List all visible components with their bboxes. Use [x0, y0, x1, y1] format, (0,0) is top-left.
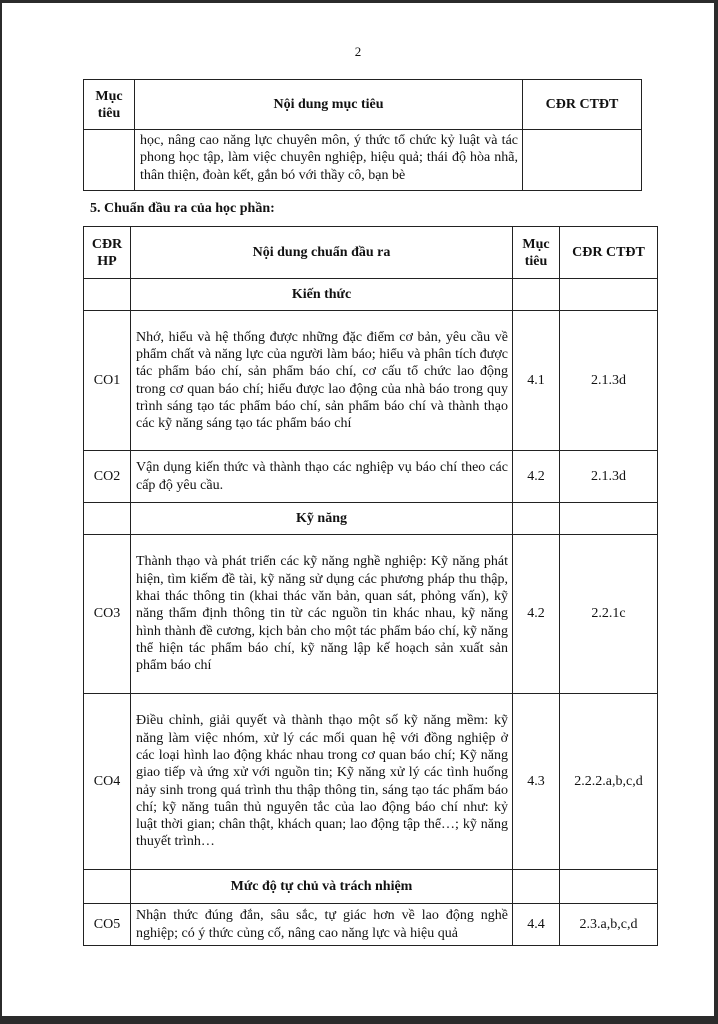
outcome-objective: 4.1 — [513, 311, 560, 451]
group-title-muc-do-tu-chu: Mức độ tự chủ và trách nhiệm — [131, 870, 513, 904]
table-row — [84, 451, 658, 503]
outcome-objective: 4.4 — [513, 904, 560, 946]
objective-content: học, nâng cao năng lực chuyên môn, ý thức tổ chức kỷ luật và tác phong học tập, làm việc chuyên nghiệp, hiệu quả; thái độ hòa nhã, thân thiện, đoàn kết, gắn bó với thầy cô, bạn bè — [135, 130, 523, 191]
header-noi-dung-chuan-dau-ra: Nội dung chuẩn đầu ra — [131, 227, 513, 279]
outcome-program: 2.2.2.a,b,c,d — [560, 694, 658, 870]
outcome-program: 2.1.3d — [560, 451, 658, 503]
header-noi-dung-muc-tieu: Nội dung mục tiêu — [135, 80, 523, 130]
outcome-code: CO3 — [84, 535, 131, 694]
outcome-program: 2.1.3d — [560, 311, 658, 451]
header-muc-tieu: Mục tiêu — [84, 80, 135, 130]
outcome-code: CO1 — [84, 311, 131, 451]
document-page — [2, 0, 714, 1016]
header-cdr-ctdt: CĐR CTĐT — [560, 227, 658, 279]
outcome-content: Vận dụng kiến thức và thành thạo các nghiệp vụ báo chí theo các cấp độ yêu cầu. — [131, 451, 513, 503]
objectives-table — [83, 79, 642, 191]
table-row — [84, 311, 658, 451]
table-row — [84, 535, 658, 694]
objective-program-cell — [523, 130, 642, 191]
outcome-objective: 4.3 — [513, 694, 560, 870]
outcomes-table — [83, 226, 658, 946]
outcome-content: Nhận thức đúng đắn, sâu sắc, tự giác hơn về lao động nghề nghiệp; có ý thức củng cố, nâng cao năng lực và hiệu quả — [131, 904, 513, 946]
outcome-program: 2.2.1c — [560, 535, 658, 694]
outcome-content: Điều chỉnh, giải quyết và thành thạo một số kỹ năng mềm: kỹ năng làm việc nhóm, xử lý các mối quan hệ với đồng nghiệp ở các loại hình lao động khác nhau trong cơ quan báo chí; Kỹ năng giao tiếp và ứng xử với nguồn tin; Kỹ năng xử lý các tình huống nảy sinh trong quá trình thu thập thông tin, sáng tạo tác phẩm báo chí; kỹ năng tuân thủ nguyên tắc của lao động báo chí như: kỷ luật thời gian; chân thật, khách quan; lao động tập thể…; kỹ năng thuyết trình… — [131, 694, 513, 870]
page-number: 2 — [354, 44, 362, 59]
outcome-objective: 4.2 — [513, 535, 560, 694]
outcome-code: CO2 — [84, 451, 131, 503]
objective-code-cell — [84, 130, 135, 191]
header-cdr-hp: CĐR HP — [84, 227, 131, 279]
outcome-program: 2.3.a,b,c,d — [560, 904, 658, 946]
table-row — [84, 694, 658, 870]
screen-top-edge — [0, 0, 718, 3]
outcome-content: Nhớ, hiểu và hệ thống được những đặc điểm cơ bản, yêu cầu về phẩm chất và năng lực của người làm báo; hiểu và phân tích được tác phẩm báo chí, sản phẩm báo chí, cơ cấu tổ chức lao động trong cơ quan báo chí; hiểu được lao động của nhà báo trong quy trình sáng tạo tác phẩm báo chí, sản phẩm báo chí và thành thạo các kỹ năng sáng tạo tác phẩm báo chí — [131, 311, 513, 451]
group-title-kien-thuc: Kiến thức — [131, 279, 513, 311]
outcome-code: CO5 — [84, 904, 131, 946]
outcome-code: CO4 — [84, 694, 131, 870]
group-title-ky-nang: Kỹ năng — [131, 503, 513, 535]
header-muc-tieu: Mục tiêu — [513, 227, 560, 279]
header-cdr-ctdt: CĐR CTĐT — [523, 80, 642, 130]
section-title: 5. Chuẩn đầu ra của học phần: — [90, 201, 275, 216]
outcome-content: Thành thạo và phát triển các kỹ năng nghề nghiệp: Kỹ năng phát hiện, tìm kiếm đề tài, kỹ năng sử dụng các phương pháp thu thập, khai thác thông tin (khai thác văn bản, quan sát, phỏng vấn), kỹ năng thẩm định thông tin từ các nguồn tin khác nhau, kỹ năng hình thành đề cương, kịch bản cho một tác phẩm báo chí, kỹ năng thể hiện tác phẩm báo chí, kỹ năng lập kế hoạch sản xuất sản phẩm báo chí — [131, 535, 513, 694]
table-row — [84, 904, 658, 946]
outcome-objective: 4.2 — [513, 451, 560, 503]
